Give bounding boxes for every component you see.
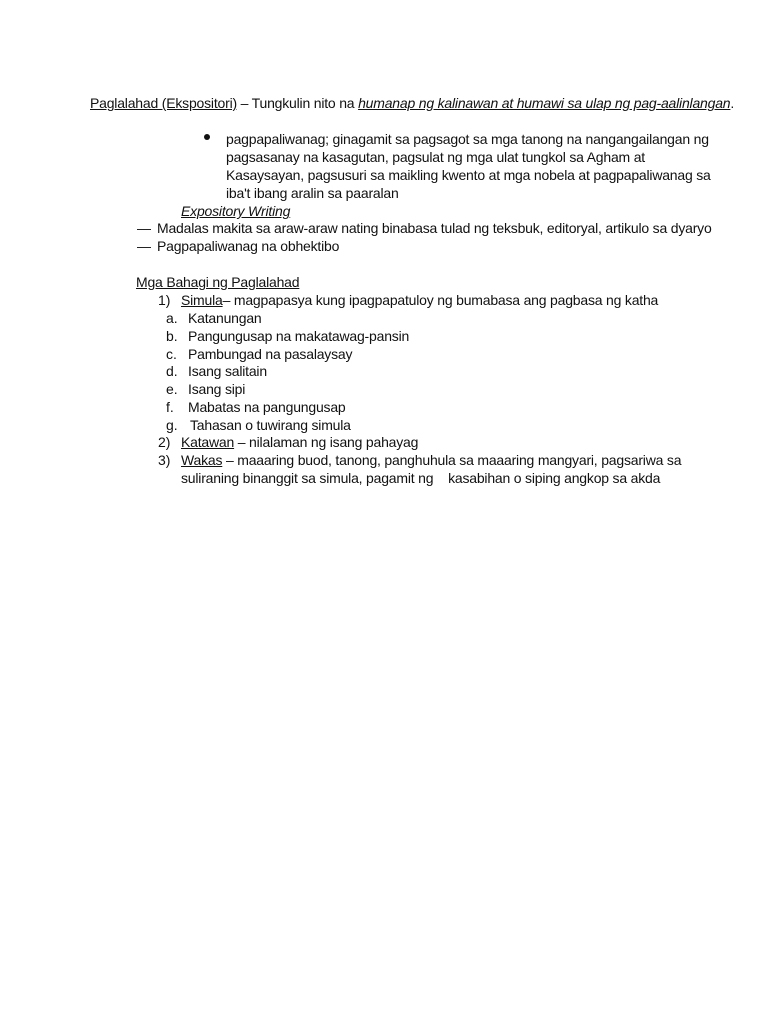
expository-item-1: Madalas makita sa araw-araw nating binabasa tulad ng teksbuk, editoryal, artikulo sa dyaryo: [157, 220, 712, 236]
intro-end: .: [730, 95, 735, 111]
bahagi-title: Mga Bahagi ng Paglalahad: [136, 274, 300, 290]
item-number: 2): [158, 434, 171, 450]
intro-emphasis: humanap ng kalinawan at humawi sa ulap ng pag-aalinlangan: [358, 95, 731, 111]
bullet-line-1: pagpapaliwanag; ginagamit sa pagsagot sa mga tanong na nangangailangan ng: [226, 131, 709, 147]
item-term: Katawan: [181, 434, 235, 450]
item-desc-continued: suliraning binanggit sa simula, pagamit ng kasabihan o siping angkop sa akda: [181, 470, 661, 486]
sub-letter: f.: [166, 399, 174, 415]
sub-item: Tahasan o tuwirang simula: [190, 417, 351, 433]
sub-letter: b.: [166, 328, 178, 344]
item-number: 3): [158, 452, 171, 468]
item-wakas: [181, 451, 681, 469]
dash-icon: —: [137, 238, 151, 254]
bullet-icon: [204, 134, 210, 140]
expository-item-2: Pagpapaliwanag na obhektibo: [157, 238, 340, 254]
item-desc: – maaaring buod, tanong, panghuhula sa maaaring mangyari, pagsariwa sa: [222, 452, 682, 468]
sub-letter: g.: [166, 417, 178, 433]
item-term: Wakas: [181, 452, 223, 468]
sub-item: Pangungusap na makatawag-pansin: [188, 328, 410, 344]
sub-letter: d.: [166, 363, 178, 379]
sub-item: Katanungan: [188, 310, 262, 326]
sub-item: Pambungad na pasalaysay: [188, 346, 353, 362]
item-desc: – magpapasya kung ipagpapatuloy ng bumabasa ang pagbasa ng katha: [222, 292, 659, 308]
topic-term: Paglalahad (Ekspositori): [90, 95, 237, 111]
sub-item: Isang salitain: [188, 363, 267, 379]
item-simula: [181, 291, 658, 309]
expository-title: Expository Writing: [181, 203, 291, 219]
sub-letter: e.: [166, 381, 178, 397]
sub-item: Mabatas na pangungusap: [188, 399, 346, 415]
item-number: 1): [158, 292, 171, 308]
intro-line: [90, 94, 734, 112]
intro-dash-text: – Tungkulin nito na: [236, 95, 359, 111]
item-term: Simula: [181, 292, 223, 308]
bullet-line-2: pagsasanay na kasagutan, pagsulat ng mga ulat tungkol sa Agham at: [226, 149, 645, 165]
sub-item: Isang sipi: [188, 381, 246, 397]
item-katawan: [181, 433, 418, 451]
sub-letter: a.: [166, 310, 178, 326]
bullet-line-3: Kasaysayan, pagsusuri sa maikling kwento at mga nobela at pagpapaliwanag sa: [226, 167, 711, 183]
dash-icon: —: [137, 220, 151, 236]
bullet-line-4: iba't ibang aralin sa paaralan: [226, 185, 399, 201]
item-desc: – nilalaman ng isang pahayag: [234, 434, 419, 450]
sub-letter: c.: [166, 346, 177, 362]
